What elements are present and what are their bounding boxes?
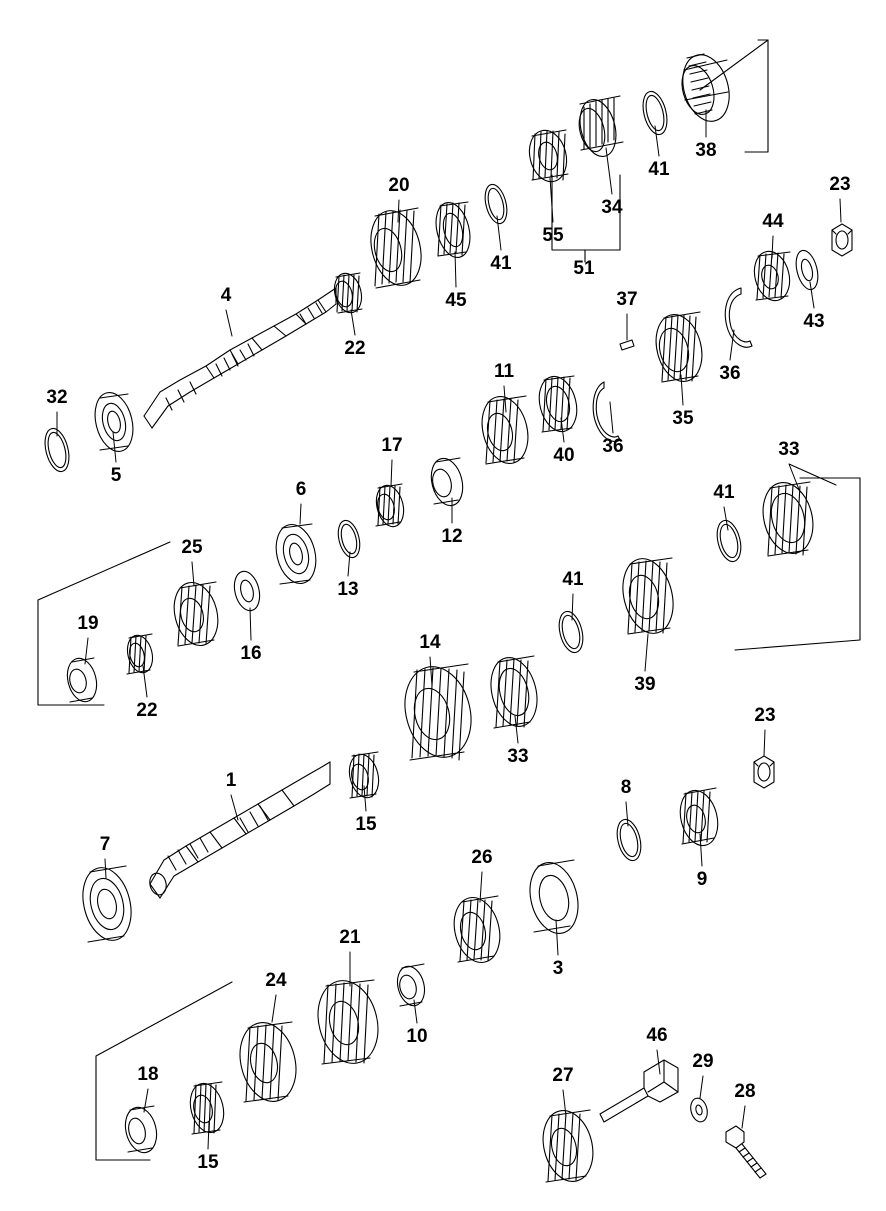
callout-43: 43: [803, 311, 825, 332]
callout-45: 45: [445, 290, 467, 311]
part-41-snapring-b: [481, 182, 510, 226]
part-29-washer: [688, 1096, 709, 1123]
part-34-bearing: [574, 96, 623, 161]
callout-21: 21: [339, 927, 361, 948]
part-22-needle-bearing-b: [124, 633, 156, 676]
callout-25: 25: [181, 537, 203, 558]
callout-41-d: 41: [713, 482, 735, 503]
callout-20: 20: [388, 175, 410, 196]
part-43-washer: [792, 248, 821, 292]
part-14-gear: [396, 660, 480, 765]
part-33-synchro-a: [756, 477, 820, 558]
group-bracket-33-right: [735, 478, 860, 650]
callout-18: 18: [137, 1064, 159, 1085]
part-25-gear: [168, 578, 224, 650]
callout-1: 1: [225, 770, 237, 791]
part-44-gear: [749, 248, 794, 305]
part-6-bearing: [270, 520, 321, 587]
part-28-bolt: [726, 1126, 766, 1178]
callout-36-b: 36: [719, 363, 741, 384]
callout-37: 37: [616, 289, 638, 310]
callout-26: 26: [471, 847, 493, 868]
part-1-inputshaft: [148, 762, 330, 898]
part-40-synchro-ring: [534, 372, 582, 435]
callout-14: 14: [419, 632, 441, 653]
part-23-nut-b: [754, 756, 774, 788]
callout-15-b: 15: [197, 1152, 219, 1173]
callout-35: 35: [672, 408, 694, 429]
group-bracket-top-right: [700, 40, 768, 152]
callout-13: 13: [337, 579, 359, 600]
part-55-gear: [524, 126, 572, 185]
part-15-needle-bearing-b: [185, 1080, 228, 1136]
part-26-gear: [448, 893, 507, 968]
callout-40: 40: [553, 445, 575, 466]
part-17-needle-bearing: [372, 482, 407, 529]
part-18-bush: [121, 1104, 161, 1156]
part-4-mainshaft: [89, 288, 336, 455]
part-45-bearing: [431, 199, 476, 261]
part-36-snapring-b: [725, 288, 752, 347]
group-bracket-left-19: [38, 542, 170, 705]
part-8-snapring: [613, 817, 645, 863]
callout-46: 46: [646, 1025, 668, 1046]
part-13-snapring: [335, 518, 364, 560]
callout-19: 19: [77, 613, 99, 634]
callout-4: 4: [220, 285, 232, 306]
callout-9: 9: [696, 869, 708, 890]
part-41-snapring-d: [555, 609, 587, 655]
part-41-snapring-a: [639, 89, 671, 137]
callout-17: 17: [381, 435, 403, 456]
callout-44: 44: [762, 211, 784, 232]
part-9-gear: [675, 786, 723, 849]
part-37-pin: [620, 340, 634, 350]
callout-32: 32: [46, 387, 68, 408]
callout-34: 34: [601, 197, 623, 218]
callout-39: 39: [634, 674, 656, 695]
callout-23-b: 23: [754, 705, 776, 726]
part-23-nut-a: [832, 224, 852, 256]
part-21-gear: [310, 974, 387, 1070]
part-27-gear: [536, 1105, 600, 1186]
part-35-bearing: [649, 310, 708, 387]
callout-6: 6: [295, 479, 307, 500]
callout-7: 7: [99, 834, 111, 855]
part-7-bearing: [76, 863, 139, 946]
callout-41-b: 41: [648, 159, 670, 180]
callout-5: 5: [110, 465, 122, 486]
callout-55: 55: [542, 225, 564, 246]
part-24-gear: [232, 1017, 304, 1108]
callout-41-c: 41: [562, 569, 584, 590]
callout-23-a: 23: [829, 174, 851, 195]
callout-41-a: 41: [490, 253, 512, 274]
callout-15-a: 15: [355, 814, 377, 835]
callout-24: 24: [265, 970, 287, 991]
callout-27: 27: [552, 1065, 574, 1086]
callout-28: 28: [734, 1081, 756, 1102]
callout-10: 10: [406, 1026, 428, 1047]
callout-22-a: 22: [344, 338, 366, 359]
callout-36-a: 36: [602, 436, 624, 457]
callout-33-b: 33: [507, 746, 529, 767]
part-36-snapring-a: [593, 382, 620, 442]
callout-33-a: 33: [778, 439, 800, 460]
group-bracket-left-18: [96, 982, 232, 1160]
part-3-bearing: [523, 858, 585, 939]
part-46-shaft: [600, 1060, 678, 1122]
part-12-bush: [427, 455, 468, 509]
part-16-washer: [231, 569, 264, 614]
part-19-bush: [63, 655, 101, 704]
callout-51: 51: [573, 258, 595, 279]
callout-11: 11: [493, 361, 515, 382]
callout-29: 29: [692, 1051, 714, 1072]
part-32-snapring: [41, 426, 73, 474]
callout-12: 12: [441, 526, 463, 547]
part-41-snapring-c: [713, 518, 745, 564]
callout-38: 38: [695, 140, 717, 161]
part-10-bush: [394, 963, 429, 1008]
callout-16: 16: [240, 643, 262, 664]
callout-3: 3: [552, 958, 564, 979]
callout-22-b: 22: [136, 700, 158, 721]
callout-8: 8: [620, 777, 632, 798]
part-15-needle-bearing-a: [345, 751, 383, 800]
part-20-gear: [364, 205, 429, 290]
part-39-gear: [616, 553, 681, 638]
part-33-synchro-b: [484, 653, 544, 732]
